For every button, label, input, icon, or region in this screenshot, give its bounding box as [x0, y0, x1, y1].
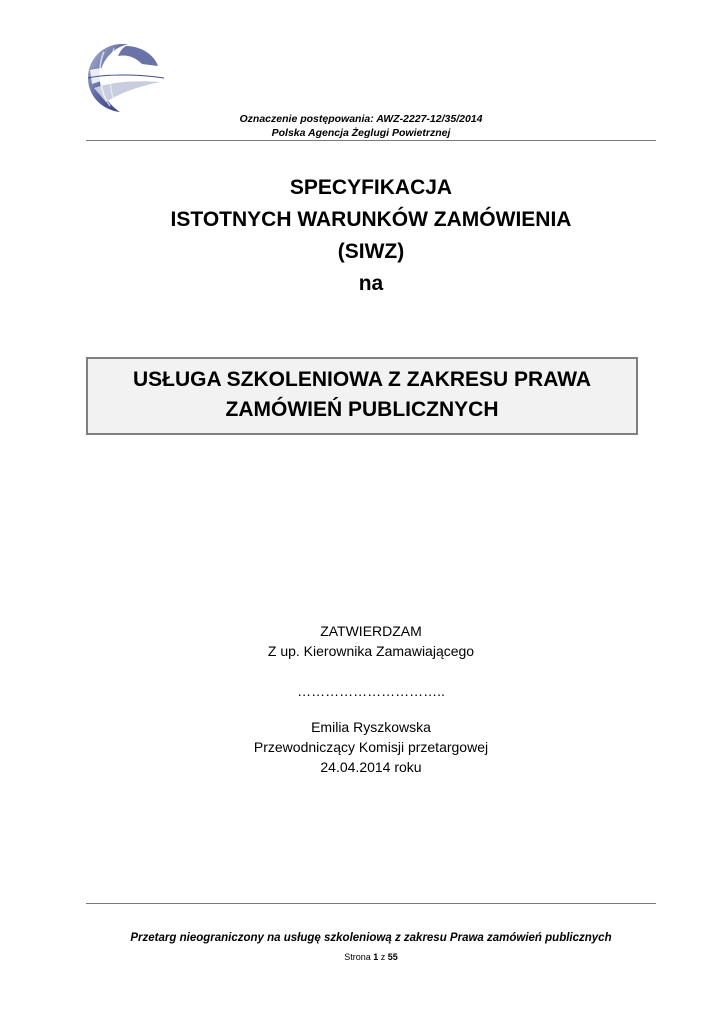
title-line-3: (SIWZ): [337, 240, 405, 263]
subject-box: [86, 357, 638, 435]
page-current: 1: [373, 952, 379, 962]
subject-line-1: USŁUGA SZKOLENIOWA Z ZAKRESU PRAWA: [132, 368, 592, 391]
page-prefix: Strona: [344, 952, 371, 962]
globe-logo-icon: [82, 40, 166, 116]
procedure-reference: Oznaczenie postępowania: AWZ-2227-12/35/2014: [239, 113, 483, 125]
subject-line-2: ZAMÓWIEŃ PUBLICZNYCH: [225, 398, 499, 421]
approval-date: 24.04.2014 roku: [320, 759, 422, 775]
document-title: [86, 172, 656, 300]
title-line-2: ISTOTNYCH WARUNKÓW ZAMÓWIENIA: [170, 208, 572, 231]
signatory-name: Emilia Ryszkowska: [311, 719, 431, 735]
title-line-1: SPECYFIKACJA: [289, 176, 453, 199]
agency-logo: [82, 40, 166, 116]
document-header: [86, 112, 636, 140]
page-separator: z: [380, 952, 386, 962]
agency-name: Polska Agencja Żeglugi Powietrznej: [271, 127, 451, 139]
signature-block: [86, 681, 656, 701]
signatory-role: Przewodniczący Komisji przetargowej: [253, 739, 489, 755]
header-divider: [86, 140, 656, 141]
approved-label: ZATWIERDZAM: [320, 623, 422, 639]
footer-divider: [86, 903, 656, 904]
signature-line: …………………………..: [297, 683, 445, 699]
signatory-block: [86, 717, 656, 777]
on-behalf-label: Z up. Kierownika Zamawiającego: [267, 643, 475, 659]
page-total: 55: [387, 952, 398, 962]
page-number: [86, 951, 656, 963]
footer-description: Przetarg nieograniczony na usługę szkoleniową z zakresu Prawa zamówień publicznych: [130, 932, 612, 944]
title-line-4: na: [358, 272, 384, 295]
approval-heading: [86, 621, 656, 661]
